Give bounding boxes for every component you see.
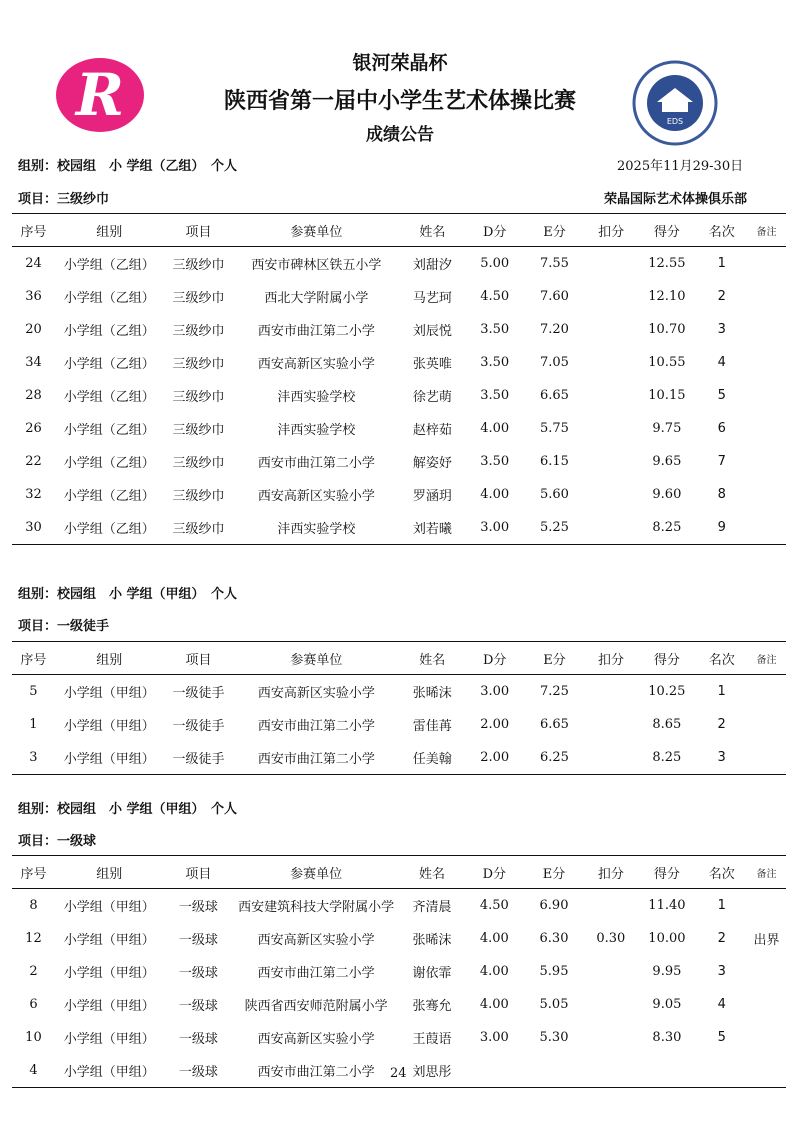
cell-total: 8.25: [637, 511, 696, 545]
results-title: 成绩公告: [366, 125, 434, 145]
cell-event: 一级球: [178, 1032, 218, 1047]
cell-rank: 2: [717, 717, 726, 732]
table-header-row: [12, 856, 786, 889]
table-row: [12, 379, 786, 412]
cell-e-score: 6.65: [540, 388, 569, 403]
cell-remark: [747, 247, 786, 281]
competition-date: 2025年11月29-30日: [617, 159, 744, 174]
cell-deduction: [585, 379, 637, 412]
cell-event: 一级球: [178, 933, 218, 948]
cell-rank: 4: [717, 355, 726, 370]
column-header-d-score: D分: [465, 642, 524, 675]
results-table-section2: [12, 641, 786, 775]
cell-name: 谢依霏: [412, 966, 452, 981]
column-header-unit: 参赛单位: [233, 856, 399, 889]
cell-unit: 西北大学附属小学: [264, 291, 369, 306]
cell-d-score: 2.00: [480, 717, 510, 732]
cell-name: 徐艺萌: [412, 390, 452, 405]
column-header-total: 得分: [637, 856, 696, 889]
column-header-group: 组别: [55, 214, 164, 247]
cell-remark: [747, 955, 786, 988]
cell-e-score: 5.95: [539, 964, 569, 979]
cell-seq: 26: [25, 421, 42, 436]
cell-unit: 沣西实验学校: [233, 511, 399, 545]
competition-title: 陕西省第一届中小学生艺术体操比赛: [223, 88, 576, 114]
cell-total: 8.65: [652, 717, 682, 732]
cell-seq: 28: [25, 388, 42, 403]
cell-remark: [747, 478, 786, 511]
cell-remark: [747, 511, 786, 545]
column-header-event: 项目: [164, 214, 234, 247]
section1-group-label: 组别：校园组 小 学组（乙组） 个人: [18, 159, 238, 174]
cell-seq: 1: [29, 717, 38, 732]
cell-group: 小学组（乙组）: [55, 511, 164, 545]
cell-event: 三级纱巾: [172, 456, 225, 471]
cell-group: 小学组（乙组）: [63, 456, 155, 471]
cell-e-score: [524, 1054, 585, 1088]
cell-e-score: 7.05: [540, 355, 569, 370]
table-row: [12, 313, 786, 346]
cell-d-score: 4.50: [480, 289, 510, 304]
cell-event: 三级纱巾: [172, 291, 225, 306]
cell-rank: [696, 1054, 747, 1088]
cell-name: 解姿妤: [412, 456, 452, 471]
cell-total: 9.65: [652, 454, 682, 469]
cell-name: 张英唯: [412, 357, 452, 372]
cell-group: 小学组（甲组）: [63, 999, 155, 1014]
cell-d-score: 4.00: [479, 964, 509, 979]
cell-e-score: 5.25: [524, 511, 585, 545]
cell-remark: [747, 412, 786, 445]
cell-rank: 8: [717, 487, 726, 502]
cell-name: 刘辰悦: [412, 324, 452, 339]
cell-seq: 10: [25, 1030, 42, 1045]
cell-unit: 西安市曲江第二小学: [233, 741, 399, 775]
cell-seq: 36: [25, 289, 42, 304]
cell-name: 赵梓茹: [412, 423, 452, 438]
column-header-remark: 备注: [747, 214, 786, 247]
cell-unit: 西安市曲江第二小学: [257, 324, 375, 339]
cell-rank: 1: [717, 684, 726, 699]
cell-d-score: 3.00: [465, 511, 524, 545]
table-row: [12, 675, 786, 709]
column-header-seq: 序号: [12, 642, 55, 675]
cell-total: 12.10: [648, 289, 686, 304]
cell-deduction: [584, 988, 637, 1021]
cell-event: 三级纱巾: [164, 511, 234, 545]
column-header-rank: 名次: [696, 856, 747, 889]
section3-event-label: 项目：一级球: [18, 834, 97, 849]
cell-seq: 5: [29, 684, 38, 699]
cell-event: 一级球: [178, 999, 218, 1014]
cell-deduction: [585, 741, 638, 775]
cell-total: 10.55: [648, 355, 686, 370]
cell-name: 罗涵玥: [412, 489, 452, 504]
cell-event: 三级纱巾: [172, 423, 225, 438]
cell-event: 一级球: [164, 1054, 234, 1088]
column-header-e-score: E分: [524, 856, 585, 889]
cell-seq: 4: [12, 1054, 55, 1088]
cell-name: 张晞沫: [412, 933, 452, 948]
cell-remark: [747, 1054, 786, 1088]
cell-remark: [747, 708, 786, 741]
table-row: [12, 445, 786, 478]
cell-deduction: [585, 675, 638, 709]
table-row: [12, 346, 786, 379]
cell-e-score: 6.25: [524, 741, 585, 775]
cell-event: 一级球: [178, 900, 218, 915]
cell-seq: 32: [25, 487, 42, 502]
table-row: [12, 478, 786, 511]
cell-deduction: [584, 955, 637, 988]
cell-e-score: 6.90: [539, 898, 569, 913]
cell-name: 张骞允: [412, 999, 452, 1014]
table-row: [12, 511, 786, 545]
cell-rank: 4: [717, 997, 726, 1012]
cell-d-score: 3.50: [480, 454, 510, 469]
cell-e-score: 5.30: [539, 1030, 569, 1045]
cell-unit: 西安市曲江第二小学: [257, 456, 375, 471]
column-header-group: 组别: [55, 642, 164, 675]
cell-unit: 西安高新区实验小学: [257, 489, 375, 504]
cell-group: 小学组（乙组）: [63, 423, 155, 438]
cell-d-score: 3.50: [480, 355, 510, 370]
table-header-row: [12, 214, 786, 247]
cell-total: 9.05: [652, 997, 682, 1012]
cell-d-score: 4.00: [479, 931, 509, 946]
cell-group: 小学组（乙组）: [63, 357, 155, 372]
cell-rank: 2: [717, 931, 726, 946]
cell-group: 小学组（乙组）: [63, 489, 155, 504]
cell-remark: [747, 280, 786, 313]
column-header-event: 项目: [164, 856, 234, 889]
column-header-unit: 参赛单位: [233, 214, 399, 247]
cell-e-score: 6.30: [539, 931, 569, 946]
cell-name: 刘若曦: [399, 511, 465, 545]
cell-total: 10.00: [648, 931, 686, 946]
cell-event: 三级纱巾: [172, 258, 225, 273]
column-header-d-score: D分: [465, 214, 524, 247]
page-header: [0, 0, 800, 150]
cell-event: 三级纱巾: [172, 390, 225, 405]
cell-seq: 8: [29, 898, 38, 913]
cell-seq: 22: [25, 454, 42, 469]
cell-d-score: 4.50: [479, 898, 509, 913]
cell-group: 小学组（甲组）: [63, 686, 155, 701]
cell-total: 9.95: [652, 964, 682, 979]
cell-name: 马艺珂: [412, 291, 452, 306]
cell-event: 一级球: [178, 966, 218, 981]
column-header-seq: 序号: [12, 856, 55, 889]
cell-unit: 西安高新区实验小学: [257, 357, 375, 372]
column-header-name: 姓名: [399, 642, 465, 675]
column-header-e-score: E分: [524, 642, 585, 675]
event-title: 银河荣晶杯: [352, 52, 448, 74]
cell-d-score: 3.00: [479, 1030, 509, 1045]
cell-group: 小学组（乙组）: [63, 390, 155, 405]
cell-deduction: [585, 445, 637, 478]
cell-event: 一级徒手: [172, 719, 225, 734]
cell-deduction: [584, 1054, 637, 1088]
cell-d-score: [465, 1054, 524, 1088]
cell-total: 10.70: [648, 322, 686, 337]
cell-seq: 30: [12, 511, 55, 545]
cell-group: 小学组（甲组）: [63, 933, 155, 948]
cell-rank: 2: [717, 289, 726, 304]
cell-d-score: 5.00: [480, 256, 510, 271]
cell-total: [637, 1054, 696, 1088]
cell-remark: [747, 445, 786, 478]
cell-name: 雷佳苒: [412, 719, 452, 734]
cell-rank: 1: [717, 898, 726, 913]
cell-group: 小学组（甲组）: [63, 1032, 155, 1047]
column-header-remark: 备注: [747, 856, 786, 889]
column-header-rank: 名次: [696, 214, 747, 247]
page-number: 24: [390, 1066, 407, 1081]
column-header-e-score: E分: [524, 214, 585, 247]
cell-total: 9.60: [652, 487, 682, 502]
table-row: [12, 1021, 786, 1054]
column-header-total: 得分: [637, 642, 696, 675]
table-row: [12, 889, 786, 923]
section1-event-label: 项目：三级纱巾: [18, 192, 110, 207]
cell-seq: 34: [25, 355, 42, 370]
cell-event: 一级徒手: [164, 741, 234, 775]
cell-unit: 西安高新区实验小学: [257, 1032, 375, 1047]
cell-unit: 西安高新区实验小学: [257, 933, 375, 948]
cell-group: 小学组（甲组）: [63, 719, 155, 734]
cell-deduction: [585, 511, 637, 545]
cell-unit: 陕西省西安师范附属小学: [244, 999, 388, 1014]
column-header-name: 姓名: [399, 214, 465, 247]
cell-deduction: [585, 346, 637, 379]
table-header-row: [12, 642, 786, 675]
cell-remark: [747, 1021, 786, 1054]
column-header-remark: 备注: [747, 642, 786, 675]
cell-name: 张晞沫: [412, 686, 452, 701]
svg-text:EDS: EDS: [666, 117, 684, 126]
cell-remark: [747, 379, 786, 412]
results-table-section3: [12, 855, 786, 1088]
cell-rank: 3: [717, 322, 726, 337]
column-header-rank: 名次: [696, 642, 747, 675]
cell-seq: 2: [29, 964, 38, 979]
cell-seq: 3: [12, 741, 55, 775]
cell-remark: 出界: [753, 933, 780, 948]
cell-unit: 沣西实验学校: [277, 390, 356, 405]
cell-deduction: [584, 1021, 637, 1054]
cell-name: 王葭语: [412, 1032, 452, 1047]
cell-d-score: 3.50: [480, 322, 510, 337]
cell-group: 小学组（甲组）: [55, 741, 164, 775]
cell-e-score: 6.15: [540, 454, 569, 469]
svg-text:R: R: [75, 61, 125, 129]
cell-deduction: [585, 313, 637, 346]
cell-e-score: 5.05: [539, 997, 569, 1012]
cell-total: 10.15: [648, 388, 686, 403]
cell-deduction: [585, 247, 637, 281]
cell-name: 刘甜汐: [412, 258, 452, 273]
cell-e-score: 5.60: [540, 487, 569, 502]
cell-d-score: 2.00: [465, 741, 524, 775]
cell-group: 小学组（甲组）: [63, 900, 155, 915]
cell-group: 小学组（甲组）: [55, 1054, 164, 1088]
cell-deduction: [584, 889, 637, 923]
section2-event-label: 项目：一级徒手: [18, 619, 110, 634]
cell-group: 小学组（甲组）: [63, 966, 155, 981]
cell-total: 8.30: [652, 1030, 682, 1045]
table-row: [12, 708, 786, 741]
column-header-d-score: D分: [465, 856, 524, 889]
cell-total: 9.75: [652, 421, 682, 436]
cell-e-score: 6.65: [539, 717, 569, 732]
cell-rank: 5: [717, 388, 726, 403]
cell-seq: 12: [25, 931, 42, 946]
column-header-total: 得分: [637, 214, 696, 247]
cell-rank: 9: [696, 511, 747, 545]
cell-event: 一级徒手: [172, 686, 225, 701]
table-row: [12, 988, 786, 1021]
table-row: [12, 922, 786, 955]
cell-deduction: 0.30: [596, 931, 626, 946]
cell-total: 10.25: [648, 684, 686, 699]
cell-remark: [747, 313, 786, 346]
cell-deduction: [585, 708, 638, 741]
cell-deduction: [585, 280, 637, 313]
cell-remark: [747, 988, 786, 1021]
cell-rank: 3: [717, 964, 726, 979]
column-header-deduction: 扣分: [585, 642, 638, 675]
cell-d-score: 4.00: [480, 421, 510, 436]
cell-name: 任美翰: [399, 741, 465, 775]
column-header-seq: 序号: [12, 214, 55, 247]
organizer-label: 荣晶国际艺术体操俱乐部: [604, 192, 748, 207]
table-row: [12, 412, 786, 445]
results-table-section1: [12, 213, 786, 545]
cell-e-score: 7.25: [539, 684, 569, 699]
cell-d-score: 4.00: [479, 997, 509, 1012]
cell-total: 8.25: [637, 741, 696, 775]
cell-rank: 7: [717, 454, 726, 469]
cell-seq: 24: [25, 256, 42, 271]
column-header-unit: 参赛单位: [233, 642, 399, 675]
cell-unit: 西安市曲江第二小学: [257, 966, 375, 981]
cell-remark: [747, 675, 786, 709]
cell-d-score: 3.50: [480, 388, 510, 403]
cell-unit: 西安市碑林区铁五小学: [251, 258, 382, 273]
cell-d-score: 4.00: [480, 487, 510, 502]
cell-unit: 西安建筑科技大学附属小学: [238, 900, 395, 915]
cell-unit: 西安高新区实验小学: [257, 686, 375, 701]
cell-e-score: 7.60: [540, 289, 569, 304]
table-row: [12, 247, 786, 281]
column-header-deduction: 扣分: [584, 856, 637, 889]
cell-unit: 沣西实验学校: [277, 423, 356, 438]
cell-rank: 3: [696, 741, 747, 775]
table-row: [12, 955, 786, 988]
column-header-event: 项目: [164, 642, 234, 675]
cell-event: 三级纱巾: [172, 324, 225, 339]
cell-total: 12.55: [648, 256, 686, 271]
cell-total: 11.40: [648, 898, 686, 913]
cell-remark: [747, 741, 786, 775]
table-row: [12, 280, 786, 313]
table-row: [12, 741, 786, 775]
column-header-name: 姓名: [399, 856, 465, 889]
cell-group: 小学组（乙组）: [63, 324, 155, 339]
section3-group-label: 组别：校园组 小 学组（甲组） 个人: [18, 802, 238, 817]
column-header-deduction: 扣分: [585, 214, 637, 247]
cell-seq: 20: [25, 322, 42, 337]
cell-rank: 5: [717, 1030, 726, 1045]
cell-unit: 西安市曲江第二小学: [233, 1054, 399, 1088]
cell-remark: [747, 346, 786, 379]
cell-event: 三级纱巾: [172, 357, 225, 372]
cell-e-score: 5.75: [540, 421, 569, 436]
cell-e-score: 7.55: [540, 256, 569, 271]
cell-event: 三级纱巾: [172, 489, 225, 504]
cell-group: 小学组（乙组）: [63, 291, 155, 306]
cell-group: 小学组（乙组）: [63, 258, 155, 273]
cell-seq: 6: [29, 997, 38, 1012]
cell-d-score: 3.00: [480, 684, 510, 699]
cell-rank: 6: [717, 421, 726, 436]
cell-unit: 西安市曲江第二小学: [257, 719, 375, 734]
cell-name: 刘思彤: [399, 1054, 465, 1088]
cell-rank: 1: [717, 256, 726, 271]
cell-remark: [747, 889, 786, 923]
column-header-group: 组别: [55, 856, 164, 889]
section2-group-label: 组别：校园组 小 学组（甲组） 个人: [18, 587, 238, 602]
cell-deduction: [585, 478, 637, 511]
cell-name: 齐清晨: [412, 900, 452, 915]
cell-deduction: [585, 412, 637, 445]
cell-e-score: 7.20: [540, 322, 569, 337]
